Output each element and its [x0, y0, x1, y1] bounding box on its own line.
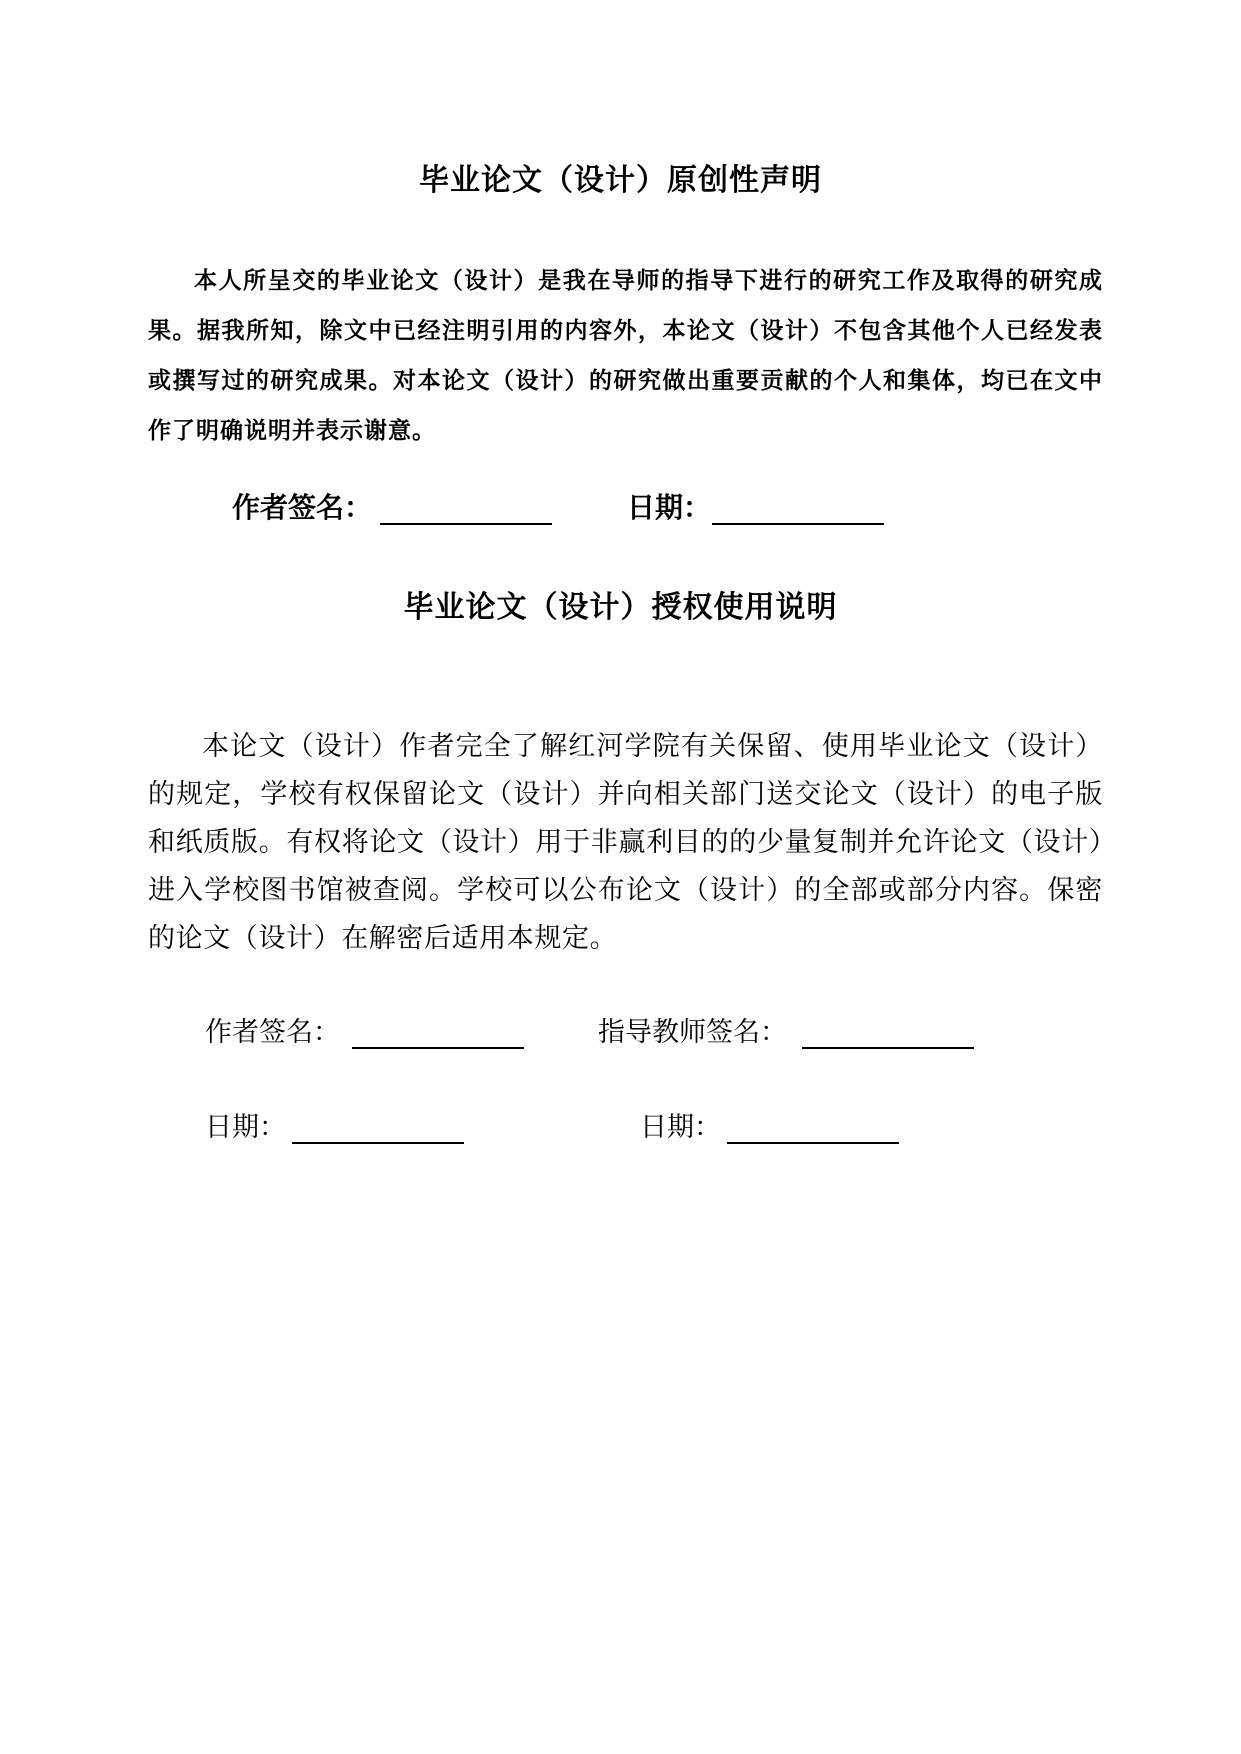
declaration-body: 本人所呈交的毕业论文（设计）是我在导师的指导下进行的研究工作及取得的研究成果。据我所知，除文中已经注明引用的内容外，本论文（设计）不包含其他个人已经发表或撰写过的研究成果。对本论文（设计）的研究做出重要贡献的个人和集体，均已在文中作了明确说明并表示谢意。	[148, 267, 1103, 444]
authorization-author-signature-line[interactable]	[352, 1047, 524, 1049]
declaration-date-label: 日期：	[627, 491, 712, 524]
authorization-author-date-label: 日期：	[205, 1112, 286, 1143]
authorization-body: 本论文（设计）作者完全了解红河学院有关保留、使用毕业论文（设计）的规定，学校有权保留论文（设计）并向相关部门送交论文（设计）的电子版和纸质版。有权将论文（设计）用于非赢利目的的少量复制并允许论文（设计）进入学校图书馆被查阅。学校可以公布论文（设计）的全部或部分内容。保密的论文（设计）在解密后适用本规定。	[148, 731, 1103, 954]
authorization-advisor-signature-line[interactable]	[802, 1047, 974, 1049]
declaration-date-line[interactable]	[712, 523, 884, 525]
declaration-author-signature-label: 作者签名：	[232, 491, 373, 524]
authorization-author-signature-label: 作者签名：	[205, 1017, 340, 1048]
authorization-title: 毕业论文（设计）授权使用说明	[403, 590, 838, 625]
authorization-advisor-signature-label: 指导教师签名：	[598, 1017, 787, 1048]
declaration-title: 毕业论文（设计）原创性声明	[419, 163, 822, 198]
authorization-author-date-line[interactable]	[292, 1142, 464, 1144]
authorization-advisor-date-label: 日期：	[640, 1112, 721, 1143]
authorization-advisor-date-line[interactable]	[727, 1142, 899, 1144]
declaration-author-signature-line[interactable]	[380, 523, 552, 525]
